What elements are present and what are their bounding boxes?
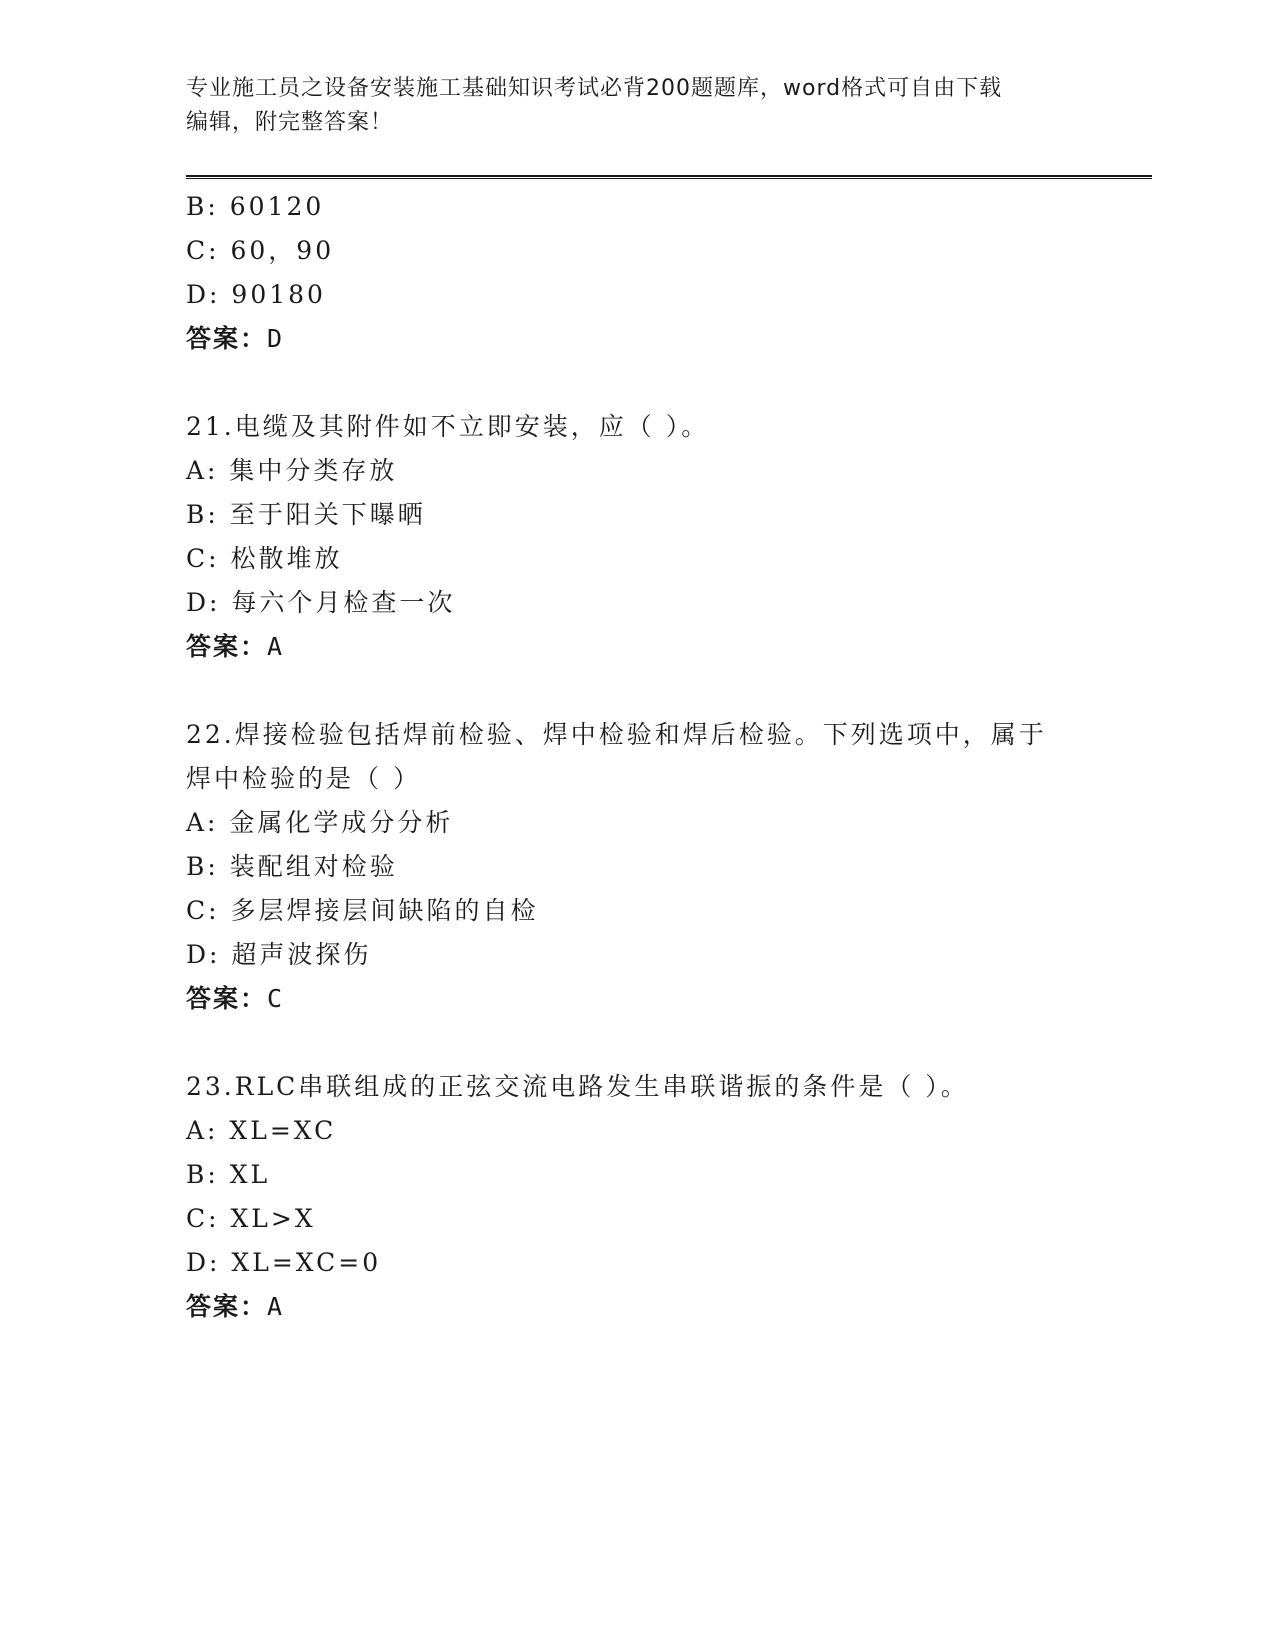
header-title-line-1: 专业施工员之设备安装施工基础知识考试必背200题题库，word格式可自由下载 [186, 76, 1003, 101]
question-22-stem-line-1: 22.焊接检验包括焊前检验、焊中检验和焊后检验。下列选项中，属于 [186, 720, 1047, 749]
answer-line [186, 323, 284, 355]
question-22-stem-line-2: 焊中检验的是（ ） [186, 764, 421, 793]
question-23-option-a: A: XL=XC [186, 1116, 337, 1145]
answer-label: 答案： [186, 1292, 268, 1321]
question-23-option-c: C: XL>X [186, 1204, 316, 1233]
question-21-answer [186, 631, 284, 663]
answer-label: 答案： [186, 984, 268, 1013]
question-21-option-d: D: 每六个月检查一次 [186, 588, 456, 617]
question-23-stem: 23.RLC串联组成的正弦交流电路发生串联谐振的条件是（ ）。 [186, 1072, 969, 1101]
answer-value: A [267, 1292, 285, 1321]
question-23-option-b: B: XL [186, 1160, 271, 1189]
question-22-option-d: D: 超声波探伤 [186, 940, 372, 969]
question-22-answer [186, 983, 284, 1015]
option-c: C: 60，90 [186, 236, 335, 265]
question-22-option-a: A: 金属化学成分分析 [186, 808, 454, 837]
header-divider [186, 175, 1152, 179]
question-22-option-c: C: 多层焊接层间缺陷的自检 [186, 896, 539, 925]
option-b: B: 60120 [186, 192, 325, 221]
answer-value: D [267, 324, 285, 353]
question-23-answer [186, 1291, 284, 1323]
answer-label: 答案： [186, 632, 268, 661]
answer-label: 答案： [186, 324, 268, 353]
question-23-option-d: D: XL=XC=0 [186, 1248, 382, 1277]
question-21-stem: 21.电缆及其附件如不立即安装，应（ ）。 [186, 412, 710, 441]
question-21-option-b: B: 至于阳关下曝晒 [186, 500, 426, 529]
question-21-option-a: A: 集中分类存放 [186, 456, 398, 485]
document-header [186, 72, 1066, 140]
header-title-line-2: 编辑，附完整答案！ [186, 110, 394, 135]
option-d: D: 90180 [186, 280, 326, 309]
answer-value: A [267, 632, 285, 661]
question-21-option-c: C: 松散堆放 [186, 544, 343, 573]
question-22-option-b: B: 装配组对检验 [186, 852, 398, 881]
answer-value: C [267, 984, 285, 1013]
